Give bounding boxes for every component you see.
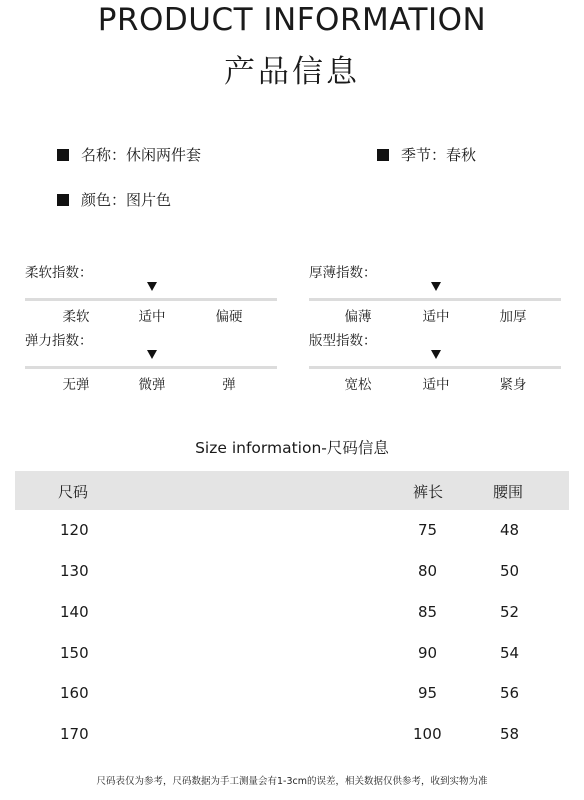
index-option: 无弹: [62, 377, 90, 393]
index-option: 微弹: [138, 377, 166, 393]
cell-waist: 56: [500, 684, 520, 702]
index-option: 适中: [422, 309, 450, 325]
attr-name-text: 名称：休闲两件套: [81, 146, 202, 164]
cell-length: 90: [418, 644, 438, 662]
attr-name: [57, 144, 201, 165]
cell-length: 85: [418, 603, 438, 621]
table-row: [0, 725, 584, 745]
index-option: 适中: [138, 309, 166, 325]
cell-size: 140: [60, 603, 89, 621]
index-fit: [309, 332, 561, 391]
title-chinese: 产品信息: [224, 54, 360, 90]
cell-size: 120: [60, 521, 89, 539]
cell-waist: 50: [500, 562, 520, 580]
index-elasticity: [25, 332, 277, 391]
title-english: PRODUCT INFORMATION: [97, 2, 487, 38]
index-label: 厚薄指数：: [309, 265, 377, 281]
index-label: 版型指数：: [309, 333, 377, 349]
cell-size: 170: [60, 725, 89, 743]
size-disclaimer: 尺码表仅为参考，尺码数据为手工测量会有1-3cm的误差，相关数据仅供参考，收到实物为准: [96, 776, 488, 787]
index-option: 紧身: [499, 377, 527, 393]
cell-size: 160: [60, 684, 89, 702]
index-option: 适中: [422, 377, 450, 393]
size-info-title: Size information-尺码信息: [195, 439, 389, 457]
cell-waist: 54: [500, 644, 520, 662]
cell-waist: 52: [500, 603, 520, 621]
index-label: 柔软指数：: [25, 265, 93, 281]
size-table-header: [15, 471, 569, 510]
index-option: 加厚: [499, 309, 527, 325]
attr-color-text: 颜色：图片色: [81, 191, 172, 209]
cell-size: 130: [60, 562, 89, 580]
marker-triangle-icon: [431, 282, 441, 291]
table-row: [0, 644, 584, 664]
cell-length: 80: [418, 562, 438, 580]
cell-waist: 48: [500, 521, 520, 539]
index-softness: [25, 264, 277, 323]
bullet-square-icon: [57, 194, 69, 206]
index-label: 弹力指数：: [25, 333, 93, 349]
index-option: 宽松: [344, 377, 372, 393]
header-waist: 腰围: [493, 483, 524, 501]
index-option: 偏硬: [215, 309, 243, 325]
index-thickness: [309, 264, 561, 323]
cell-waist: 58: [500, 725, 520, 743]
cell-length: 75: [418, 521, 438, 539]
bullet-square-icon: [57, 149, 69, 161]
table-row: [0, 521, 584, 541]
attr-season: [377, 144, 476, 165]
bullet-square-icon: [377, 149, 389, 161]
attr-color: [57, 189, 171, 210]
index-option: 弹: [222, 377, 236, 393]
header-size: 尺码: [58, 483, 89, 501]
cell-length: 95: [418, 684, 438, 702]
header-pants-length: 裤长: [413, 483, 444, 501]
index-option: 柔软: [62, 309, 90, 325]
table-row: [0, 603, 584, 623]
table-row: [0, 684, 584, 704]
marker-triangle-icon: [147, 350, 157, 359]
cell-size: 150: [60, 644, 89, 662]
index-option: 偏薄: [344, 309, 372, 325]
table-row: [0, 562, 584, 582]
marker-triangle-icon: [147, 282, 157, 291]
marker-triangle-icon: [431, 350, 441, 359]
cell-length: 100: [413, 725, 442, 743]
attr-season-text: 季节：春秋: [401, 146, 477, 164]
